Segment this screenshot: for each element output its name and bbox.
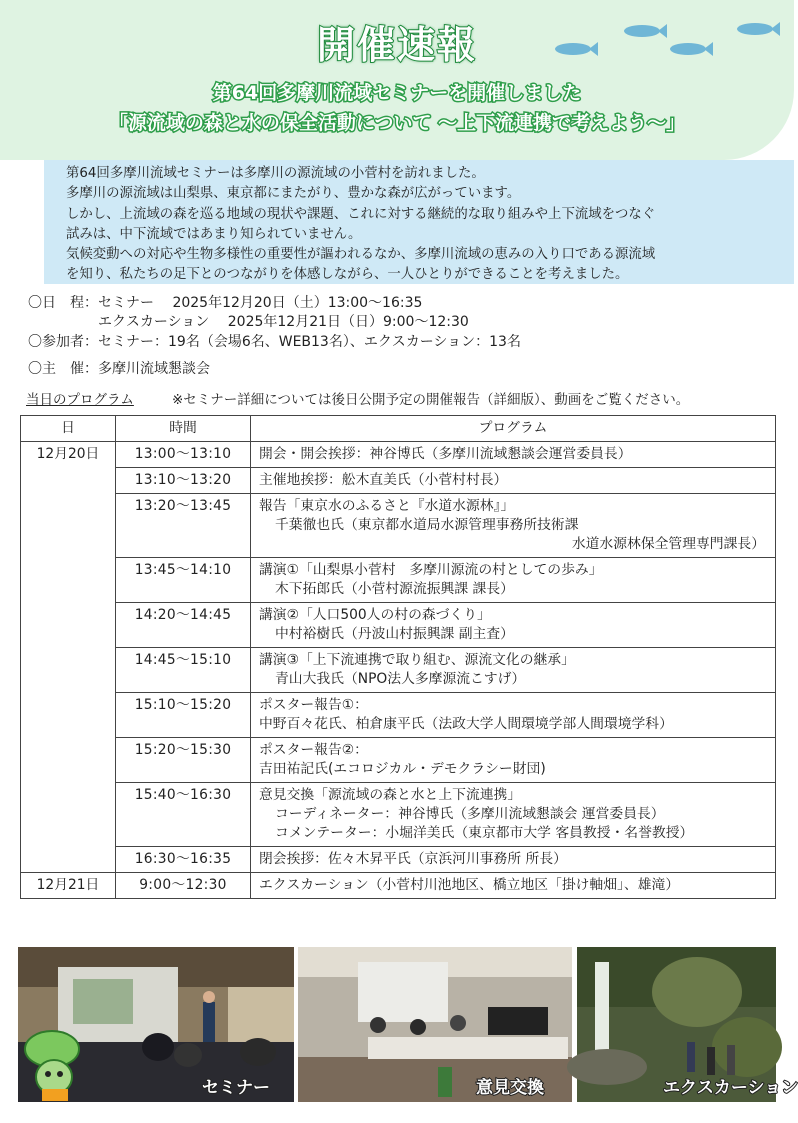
- program-text: 報告「東京水のふるさと『水道水源林』」: [259, 498, 515, 514]
- time-cell: 14:45～15:10: [116, 648, 251, 693]
- excursion-caption: エクスカーション: [663, 1078, 798, 1098]
- program-cell: [251, 847, 776, 873]
- table-row: [21, 468, 776, 494]
- program-cell: [251, 648, 776, 693]
- participants: 〇参加者：セミナー：19名（会場6名、WEB13名）、エクスカーション：13名: [28, 334, 521, 350]
- speaker-text: 青山大我氏（NPO法人多摩源流こすげ）: [275, 671, 526, 687]
- speaker-text: 中野百々花氏、柏倉康平氏（法政大学人間環境学部人間環境学科）: [259, 716, 673, 732]
- table-row: [21, 494, 776, 558]
- table-row: [21, 738, 776, 783]
- program-cell: [251, 783, 776, 847]
- program-text: 講演①「山梨県小菅村 多摩川源流の村としての歩み」: [259, 562, 603, 578]
- program-label: 当日のプログラム: [26, 392, 134, 408]
- time-cell: 13:20～13:45: [116, 494, 251, 558]
- time-cell: 9:00～12:30: [116, 873, 251, 899]
- program-text: 意見交換「源流域の森と水と上下流連携」: [259, 787, 522, 803]
- subtitle-seminar: 第64回多摩川流域セミナーを開催しました: [212, 82, 582, 104]
- program-text: 開会・開会挨拶：神谷博氏（多摩川流域懇談会運営委員長）: [259, 446, 632, 462]
- page-title: 開催速報: [316, 23, 477, 67]
- program-cell: [251, 693, 776, 738]
- program-cell: [251, 873, 776, 899]
- header-program: プログラム: [251, 416, 776, 442]
- day-cell: 12月20日: [21, 442, 116, 873]
- organizer: 〇主 催：多摩川流域懇談会: [28, 361, 210, 377]
- program-cell: [251, 603, 776, 648]
- program-cell: [251, 738, 776, 783]
- speaker-text: 木下拓郎氏（小菅村源流振興課 課長）: [275, 581, 514, 597]
- table-row: [21, 847, 776, 873]
- table-row: [21, 558, 776, 603]
- commentator-text: コメンテーター：小堀洋美氏（東京都市大学 客員教授・名誉教授）: [275, 825, 694, 841]
- seminar-caption: セミナー: [202, 1078, 270, 1098]
- intro-line: 多摩川の源流域は山梨県、東京都にまたがり、豊かな森が広がっています。: [66, 186, 521, 202]
- table-row: [21, 873, 776, 899]
- table-row: [21, 648, 776, 693]
- program-text: ポスター報告②：: [259, 742, 368, 758]
- time-cell: 13:00～13:10: [116, 442, 251, 468]
- schedule-seminar: 〇日 程：セミナー 2025年12月20日（土）13:00～16:35: [28, 295, 423, 311]
- intro-line: 気候変動への対応や生物多様性の重要性が謳われるなか、多摩川流域の恵みの入り口である源流域: [66, 247, 656, 263]
- program-cell: [251, 468, 776, 494]
- time-cell: 14:20～14:45: [116, 603, 251, 648]
- seminar-photo: [18, 947, 294, 1102]
- table-header-row: [21, 416, 776, 442]
- time-cell: 13:10～13:20: [116, 468, 251, 494]
- program-text: 閉会挨拶：佐々木昇平氏（京浜河川事務所 所長）: [259, 851, 567, 867]
- subtitle-theme: 「源流域の森と水の保全活動について ～上下流連携で考えよう～」: [108, 112, 686, 134]
- discussion-caption: 意見交換: [476, 1078, 544, 1098]
- coordinator-text: コーディネーター：神谷博氏（多摩川流域懇談会 運営委員長）: [275, 806, 665, 822]
- program-text: エクスカーション（小菅村川池地区、橋立地区「掛け軸畑」、雄滝）: [259, 877, 680, 893]
- discussion-photo: [298, 947, 572, 1102]
- speaker-text: 水道水源林保全管理専門課長）: [571, 536, 765, 552]
- speaker-text: 吉田祐記氏(エコロジカル・デモクラシー財団): [259, 761, 546, 777]
- schedule-excursion: エクスカーション 2025年12月21日（日）9:00～12:30: [28, 314, 469, 330]
- intro-line: を知り、私たちの足下とのつながりを体感しながら、一人ひとりができることを考えました。: [66, 267, 629, 283]
- program-text: 講演③「上下流連携で取り組む、源流文化の継承」: [259, 652, 575, 668]
- intro-line: 試みは、中下流域ではあまり知られていません。: [66, 226, 362, 242]
- time-cell: 15:40～16:30: [116, 783, 251, 847]
- program-cell: [251, 494, 776, 558]
- program-text: 主催地挨拶：舩木直美氏（小菅村村長）: [259, 472, 508, 488]
- table-row: [21, 442, 776, 468]
- program-text: 講演②「人口500人の村の森づくり」: [259, 607, 491, 623]
- intro-box: [44, 160, 794, 284]
- mascot-icon: [22, 1027, 92, 1102]
- time-cell: 16:30～16:35: [116, 847, 251, 873]
- speaker-text: 千葉徹也氏（東京都水道局水源管理事務所技術課: [275, 517, 579, 533]
- table-row: [21, 783, 776, 847]
- excursion-photo: [577, 947, 798, 1102]
- time-cell: 15:10～15:20: [116, 693, 251, 738]
- day-cell: 12月21日: [21, 873, 116, 899]
- time-cell: 15:20～15:30: [116, 738, 251, 783]
- table-row: [21, 693, 776, 738]
- program-note: ※セミナー詳細については後日公開予定の開催報告（詳細版）、動画をご覧ください。: [172, 392, 690, 408]
- table-row: [21, 603, 776, 648]
- intro-line: 第64回多摩川流域セミナーは多摩川の源流域の小菅村を訪れました。: [66, 166, 485, 181]
- speaker-text: 中村裕樹氏（丹波山村振興課 副主査）: [275, 626, 514, 642]
- header-day: 日: [21, 416, 116, 442]
- program-cell: [251, 442, 776, 468]
- program-table: [20, 415, 776, 899]
- intro-line: しかし、上流域の森を巡る地域の現状や課題、これに対する継続的な取り組みや上下流域をつなぐ: [66, 206, 656, 222]
- time-cell: 13:45～14:10: [116, 558, 251, 603]
- program-text: ポスター報告①：: [259, 697, 368, 713]
- program-cell: [251, 558, 776, 603]
- header-time: 時間: [116, 416, 251, 442]
